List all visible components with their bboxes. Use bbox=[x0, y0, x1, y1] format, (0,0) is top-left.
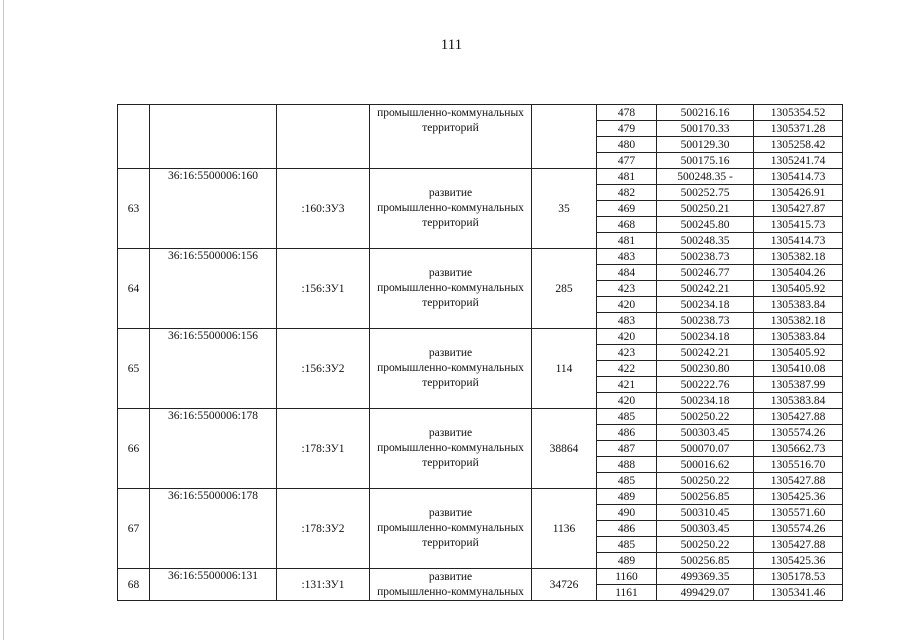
cadastral-number-cell: 36:16:5500006:131 bbox=[150, 569, 277, 601]
y-coordinate-cell: 1305414.73 bbox=[754, 169, 843, 185]
x-coordinate-cell: 500070.07 bbox=[657, 441, 754, 457]
parcel-label-cell: :160:ЗУ3 bbox=[277, 169, 370, 249]
x-coordinate-cell: 500216.16 bbox=[657, 105, 754, 121]
area-cell: 38864 bbox=[532, 409, 597, 489]
y-coordinate-cell: 1305427.88 bbox=[754, 409, 843, 425]
land-use-purpose-cell bbox=[370, 105, 532, 169]
table-row bbox=[118, 249, 843, 265]
y-coordinate-cell: 1305426.91 bbox=[754, 185, 843, 201]
parcel-label-cell: :156:ЗУ2 bbox=[277, 329, 370, 409]
area-cell bbox=[532, 105, 597, 169]
purpose-line: развитие bbox=[428, 187, 473, 199]
y-coordinate-cell: 1305383.84 bbox=[754, 297, 843, 313]
land-use-purpose-cell bbox=[370, 249, 532, 329]
purpose-line: территорий bbox=[422, 377, 479, 389]
parcel-label-cell: :178:ЗУ2 bbox=[277, 489, 370, 569]
purpose-line: развитие bbox=[428, 427, 473, 439]
point-number-cell: 485 bbox=[597, 537, 657, 553]
x-coordinate-cell: 500234.18 bbox=[657, 393, 754, 409]
cadastral-number-cell: 36:16:5500006:178 bbox=[150, 409, 277, 489]
x-coordinate-cell: 500310.45 bbox=[657, 505, 754, 521]
row-number-cell: 64 bbox=[118, 249, 150, 329]
purpose-line: промышленно-коммунальных bbox=[377, 522, 524, 534]
point-number-cell: 487 bbox=[597, 441, 657, 457]
x-coordinate-cell: 500016.62 bbox=[657, 457, 754, 473]
parcel-coordinates-table bbox=[117, 104, 843, 601]
x-coordinate-cell: 500246.77 bbox=[657, 265, 754, 281]
y-coordinate-cell: 1305258.42 bbox=[754, 137, 843, 153]
table-row bbox=[118, 169, 843, 185]
land-use-purpose-cell bbox=[370, 489, 532, 569]
land-use-purpose-cell bbox=[370, 329, 532, 409]
y-coordinate-cell: 1305383.84 bbox=[754, 329, 843, 345]
point-number-cell: 423 bbox=[597, 345, 657, 361]
purpose-line: территорий bbox=[422, 297, 479, 309]
x-coordinate-cell: 500245.80 bbox=[657, 217, 754, 233]
point-number-cell: 421 bbox=[597, 377, 657, 393]
y-coordinate-cell: 1305662.73 bbox=[754, 441, 843, 457]
cadastral-number-cell: 36:16:5500006:160 bbox=[150, 169, 277, 249]
area-cell: 35 bbox=[532, 169, 597, 249]
y-coordinate-cell: 1305415.73 bbox=[754, 217, 843, 233]
row-number-cell: 65 bbox=[118, 329, 150, 409]
purpose-line: промышленно-коммунальных bbox=[377, 202, 524, 214]
y-coordinate-cell: 1305410.08 bbox=[754, 361, 843, 377]
x-coordinate-cell: 500222.76 bbox=[657, 377, 754, 393]
y-coordinate-cell: 1305178.53 bbox=[754, 569, 843, 585]
x-coordinate-cell: 500303.45 bbox=[657, 521, 754, 537]
scan-edge-line bbox=[3, 0, 4, 640]
point-number-cell: 482 bbox=[597, 185, 657, 201]
purpose-line: промышленно-коммунальных bbox=[377, 107, 524, 119]
x-coordinate-cell: 500238.73 bbox=[657, 249, 754, 265]
point-number-cell: 488 bbox=[597, 457, 657, 473]
point-number-cell: 477 bbox=[597, 153, 657, 169]
table-row bbox=[118, 489, 843, 505]
y-coordinate-cell: 1305387.99 bbox=[754, 377, 843, 393]
x-coordinate-cell: 500303.45 bbox=[657, 425, 754, 441]
land-use-purpose-cell bbox=[370, 169, 532, 249]
point-number-cell: 423 bbox=[597, 281, 657, 297]
y-coordinate-cell: 1305414.73 bbox=[754, 233, 843, 249]
x-coordinate-cell: 499429.07 bbox=[657, 585, 754, 601]
y-coordinate-cell: 1305405.92 bbox=[754, 281, 843, 297]
point-number-cell: 468 bbox=[597, 217, 657, 233]
y-coordinate-cell: 1305382.18 bbox=[754, 313, 843, 329]
x-coordinate-cell: 500234.18 bbox=[657, 297, 754, 313]
land-use-purpose-cell bbox=[370, 409, 532, 489]
purpose-line: развитие bbox=[428, 570, 473, 583]
parcel-label-cell: :131:ЗУ1 bbox=[277, 569, 370, 601]
point-number-cell: 469 bbox=[597, 201, 657, 217]
cadastral-number-cell: 36:16:5500006:178 bbox=[150, 489, 277, 569]
point-number-cell: 481 bbox=[597, 169, 657, 185]
page-number: 111 bbox=[440, 37, 463, 53]
row-number-cell: 63 bbox=[118, 169, 150, 249]
point-number-cell: 481 bbox=[597, 233, 657, 249]
point-number-cell: 483 bbox=[597, 249, 657, 265]
y-coordinate-cell: 1305354.52 bbox=[754, 105, 843, 121]
x-coordinate-cell: 500250.22 bbox=[657, 473, 754, 489]
point-number-cell: 489 bbox=[597, 553, 657, 569]
purpose-line: территорий bbox=[422, 457, 479, 469]
x-coordinate-cell: 500250.22 bbox=[657, 537, 754, 553]
purpose-line: территорий bbox=[422, 122, 479, 134]
point-number-cell: 420 bbox=[597, 329, 657, 345]
x-coordinate-cell: 500238.73 bbox=[657, 313, 754, 329]
land-use-purpose-cell bbox=[370, 569, 532, 601]
point-number-cell: 478 bbox=[597, 105, 657, 121]
area-cell: 114 bbox=[532, 329, 597, 409]
point-number-cell: 485 bbox=[597, 409, 657, 425]
y-coordinate-cell: 1305427.87 bbox=[754, 201, 843, 217]
table-row bbox=[118, 105, 843, 121]
point-number-cell: 489 bbox=[597, 489, 657, 505]
purpose-line: промышленно-коммунальных bbox=[377, 282, 524, 294]
x-coordinate-cell: 500252.75 bbox=[657, 185, 754, 201]
point-number-cell: 420 bbox=[597, 297, 657, 313]
x-coordinate-cell: 500175.16 bbox=[657, 153, 754, 169]
point-number-cell: 1160 bbox=[597, 569, 657, 585]
point-number-cell: 490 bbox=[597, 505, 657, 521]
y-coordinate-cell: 1305371.28 bbox=[754, 121, 843, 137]
table-row bbox=[118, 329, 843, 345]
y-coordinate-cell: 1305425.36 bbox=[754, 553, 843, 569]
x-coordinate-cell: 500242.21 bbox=[657, 345, 754, 361]
parcel-label-cell: :156:ЗУ1 bbox=[277, 249, 370, 329]
row-number-cell: 68 bbox=[118, 569, 150, 601]
y-coordinate-cell: 1305405.92 bbox=[754, 345, 843, 361]
row-number-cell: 66 bbox=[118, 409, 150, 489]
point-number-cell: 486 bbox=[597, 425, 657, 441]
row-number-cell: 67 bbox=[118, 489, 150, 569]
y-coordinate-cell: 1305404.26 bbox=[754, 265, 843, 281]
x-coordinate-cell: 500250.22 bbox=[657, 409, 754, 425]
point-number-cell: 485 bbox=[597, 473, 657, 489]
area-cell: 34726 bbox=[532, 569, 597, 601]
y-coordinate-cell: 1305382.18 bbox=[754, 249, 843, 265]
point-number-cell: 486 bbox=[597, 521, 657, 537]
x-coordinate-cell: 500242.21 bbox=[657, 281, 754, 297]
x-coordinate-cell: 500234.18 bbox=[657, 329, 754, 345]
x-coordinate-cell: 500256.85 bbox=[657, 553, 754, 569]
purpose-line: развитие bbox=[428, 267, 473, 279]
area-cell: 1136 bbox=[532, 489, 597, 569]
point-number-cell: 1161 bbox=[597, 585, 657, 601]
point-number-cell: 480 bbox=[597, 137, 657, 153]
y-coordinate-cell: 1305427.88 bbox=[754, 537, 843, 553]
x-coordinate-cell: 500256.85 bbox=[657, 489, 754, 505]
parcel-label-cell bbox=[277, 105, 370, 169]
purpose-line: территорий bbox=[422, 217, 479, 229]
x-coordinate-cell: 500230.80 bbox=[657, 361, 754, 377]
purpose-line: территорий bbox=[422, 537, 479, 549]
area-cell: 285 bbox=[532, 249, 597, 329]
point-number-cell: 479 bbox=[597, 121, 657, 137]
y-coordinate-cell: 1305574.26 bbox=[754, 425, 843, 441]
table-row bbox=[118, 409, 843, 425]
purpose-line: развитие bbox=[428, 347, 473, 359]
cadastral-number-cell: 36:16:5500006:156 bbox=[150, 329, 277, 409]
purpose-line: промышленно-коммунальных bbox=[377, 362, 524, 374]
cadastral-number-cell: 36:16:5500006:156 bbox=[150, 249, 277, 329]
purpose-line: промышленно-коммунальных bbox=[377, 585, 524, 598]
x-coordinate-cell: 499369.35 bbox=[657, 569, 754, 585]
table-body bbox=[118, 105, 843, 601]
x-coordinate-cell: 500248.35 bbox=[657, 233, 754, 249]
y-coordinate-cell: 1305341.46 bbox=[754, 585, 843, 601]
y-coordinate-cell: 1305241.74 bbox=[754, 153, 843, 169]
y-coordinate-cell: 1305425.36 bbox=[754, 489, 843, 505]
point-number-cell: 420 bbox=[597, 393, 657, 409]
x-coordinate-cell: 500250.21 bbox=[657, 201, 754, 217]
purpose-line: развитие bbox=[428, 507, 473, 519]
point-number-cell: 483 bbox=[597, 313, 657, 329]
table-row bbox=[118, 569, 843, 585]
x-coordinate-cell: 500129.30 bbox=[657, 137, 754, 153]
y-coordinate-cell: 1305571.60 bbox=[754, 505, 843, 521]
y-coordinate-cell: 1305516.70 bbox=[754, 457, 843, 473]
purpose-line: промышленно-коммунальных bbox=[377, 442, 524, 454]
point-number-cell: 484 bbox=[597, 265, 657, 281]
x-coordinate-cell: 500248.35 - bbox=[657, 169, 754, 185]
y-coordinate-cell: 1305574.26 bbox=[754, 521, 843, 537]
point-number-cell: 422 bbox=[597, 361, 657, 377]
x-coordinate-cell: 500170.33 bbox=[657, 121, 754, 137]
row-number-cell bbox=[118, 105, 150, 169]
parcel-label-cell: :178:ЗУ1 bbox=[277, 409, 370, 489]
y-coordinate-cell: 1305427.88 bbox=[754, 473, 843, 489]
y-coordinate-cell: 1305383.84 bbox=[754, 393, 843, 409]
cadastral-number-cell bbox=[150, 105, 277, 169]
